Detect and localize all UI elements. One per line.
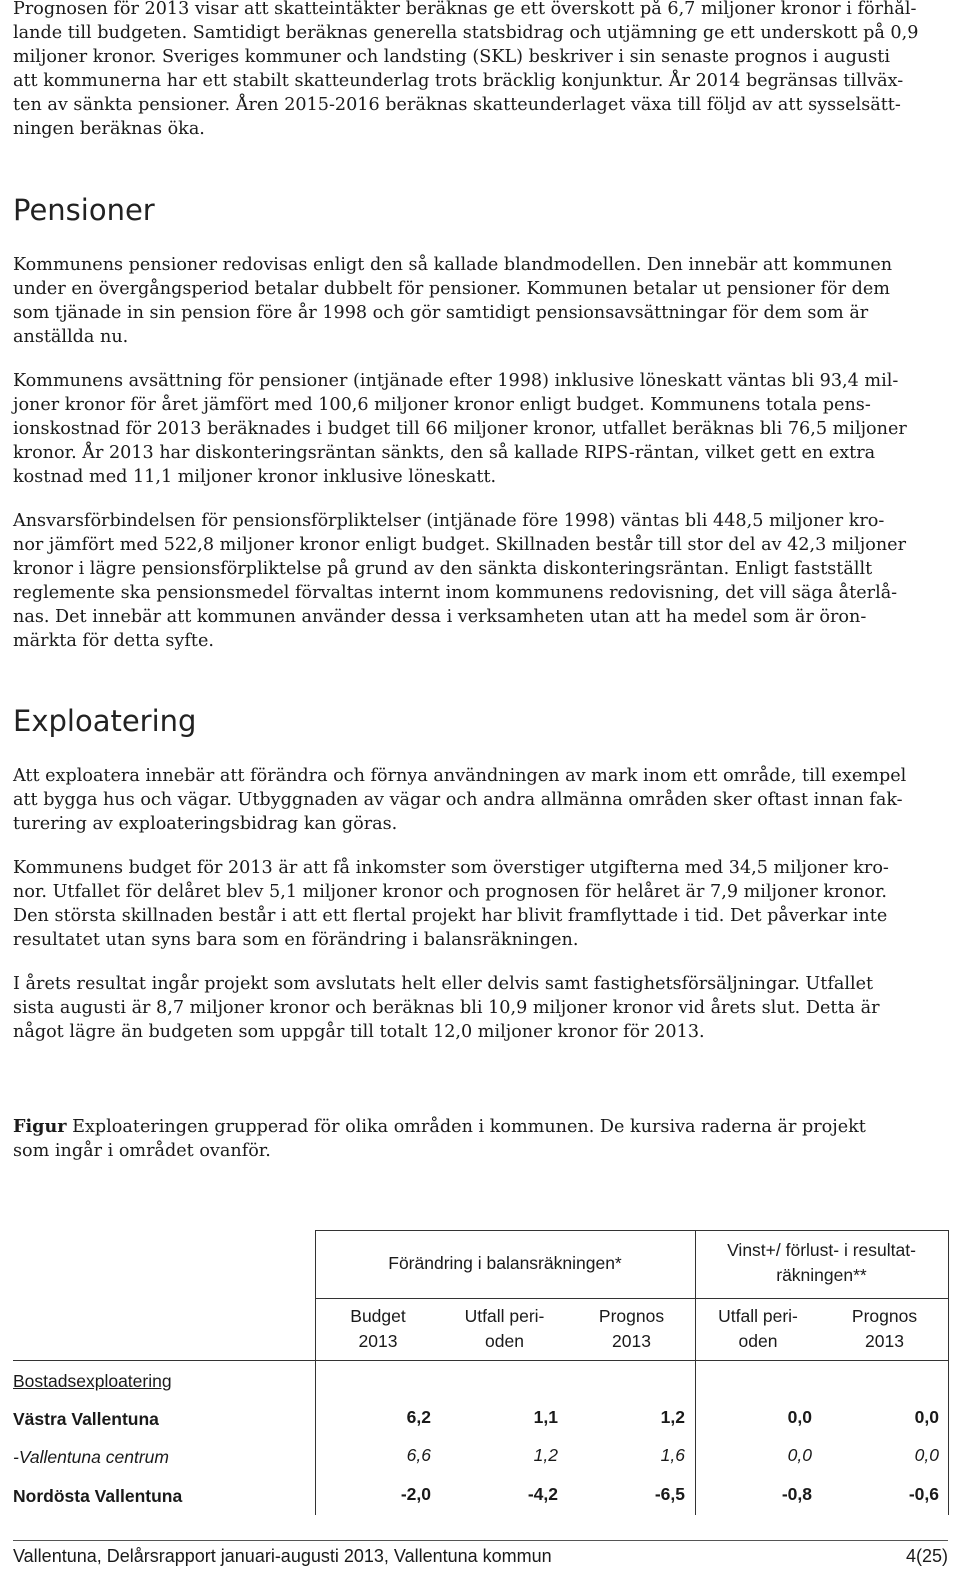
col-header-line: oden (485, 1331, 524, 1351)
table-row-label: Västra Vallentuna (13, 1409, 159, 1429)
table-cell: 6,2 (406, 1407, 431, 1427)
text-line: anställda nu. (13, 327, 129, 347)
figure-caption-line (13, 1115, 866, 1139)
figure-label: Figur (13, 1116, 67, 1137)
footer-divider (13, 1540, 948, 1541)
text-line: Kommunens pensioner redovisas enligt den så kallade blandmodellen. Den innebär att kommunen (13, 255, 893, 275)
text-line: Ansvarsförbindelsen för pensionsförpliktelser (intjänade före 1998) väntas bli 448,5 miljoner kro- (13, 511, 885, 531)
table-cell: 0,0 (787, 1445, 812, 1465)
col-header-prognos-result (821, 1304, 948, 1354)
table-row-label: -Vallentuna centrum (13, 1447, 169, 1467)
text-line: miljoner kronor. Sveriges kommuner och landsting (SKL) beskriver i sin senaste prognos i augusti (13, 47, 890, 67)
text-line: Kommunens budget för 2013 är att få inkomster som överstiger utgifterna med 34,5 miljoner kro- (13, 858, 889, 878)
exploatering-table (13, 1230, 948, 1515)
table-cell: 1,2 (533, 1445, 558, 1465)
col-header-line: Utfall peri- (718, 1306, 798, 1326)
table-cell: -4,2 (527, 1484, 558, 1504)
text-line: nor. Utfallet för delåret blev 5,1 miljoner kronor och prognosen för helåret är 7,9 miljoner kronor. (13, 882, 888, 902)
figure-caption-text: Exploateringen grupperad för olika områden i kommunen. De kursiva raderna är projekt (66, 1117, 866, 1137)
table-border-top (315, 1230, 948, 1231)
figure-caption-line: som ingår i området ovanför. (13, 1141, 271, 1161)
text-line: som tjänade in sin pension före år 1998 och gör samtidigt pensionsavsättningar för dem som är (13, 303, 869, 323)
section-label: Bostadsexploatering (13, 1371, 172, 1391)
col-header-line: Prognos (851, 1306, 918, 1326)
col-header-line: 2013 (358, 1331, 398, 1351)
text-line: ten av sänkta pensioner. Åren 2015-2016 beräknas skatteunderlaget växa till följd av att sysselsätt- (13, 95, 901, 115)
text-line: Prognosen för 2013 visar att skatteintäkter beräknas ge ett överskott på 6,7 miljoner kronor i förhål- (13, 0, 917, 19)
table-cell: -2,0 (400, 1484, 431, 1504)
text-line: kronor. År 2013 har diskonteringsräntan sänkts, den så kallade RIPS-räntan, vilket gett en extra (13, 443, 876, 463)
text-line: nas. Det innebär att kommunen använder dessa i verksamheten utan att ha medel som är öron- (13, 607, 867, 627)
group-header-result (695, 1238, 948, 1288)
col-header-line: 2013 (865, 1331, 904, 1351)
table-cell: 0,0 (914, 1445, 939, 1465)
pensioner-paragraph-1 (13, 253, 892, 349)
text-line: I årets resultat ingår projekt som avslutats helt eller delvis samt fastighetsförsäljningar. Utfallet (13, 974, 874, 994)
text-line: kronor i lägre pensionsförpliktelse på grund av den sänkta diskonteringsräntan. Enligt fastställt (13, 559, 873, 579)
table-cell: -6,5 (654, 1484, 685, 1504)
figure-caption (13, 1115, 866, 1163)
exploatering-paragraph-1 (13, 764, 906, 836)
text-line: märkta för detta syfte. (13, 631, 214, 651)
text-line: Kommunens avsättning för pensioner (intjänade efter 1998) inklusive löneskatt väntas bli 93,4 mil- (13, 371, 899, 391)
text-line: turering av exploateringsbidrag kan göras. (13, 814, 398, 834)
col-header-line: Utfall peri- (464, 1306, 545, 1326)
section-heading-pensioner: Pensioner (13, 193, 155, 227)
table-colhead-divider (13, 1360, 948, 1361)
table-row-label: Nordösta Vallentuna (13, 1486, 183, 1506)
text-line: Att exploatera innebär att förändra och förnya användningen av mark inom ett område, till exempel (13, 766, 907, 786)
table-header-divider (315, 1298, 948, 1299)
col-header-line: Budget (350, 1306, 406, 1326)
col-header-budget (315, 1304, 441, 1354)
pensioner-paragraph-2 (13, 369, 907, 489)
table-cell: -0,8 (781, 1484, 812, 1504)
group-header-result-line: Vinst+/ förlust- i resultat- (727, 1240, 916, 1260)
table-cell: 1,2 (660, 1407, 685, 1427)
table-cell: 6,6 (406, 1445, 431, 1465)
pensioner-paragraph-3 (13, 509, 906, 653)
text-line: ningen beräknas öka. (13, 119, 205, 139)
table-cell: 0,0 (914, 1407, 939, 1427)
table-cell: -0,6 (908, 1484, 939, 1504)
group-header-result-line: räkningen** (776, 1265, 867, 1285)
col-header-utfall-result (695, 1304, 821, 1354)
text-line: reglemente ska pensionsmedel förvaltas internt inom kommunens redovisning, det vill säga återlå- (13, 583, 898, 603)
text-line: att bygga hus och vägar. Utbyggnaden av vägar och andra allmänna områden sker oftast innan fak- (13, 790, 903, 810)
text-line: något lägre än budgeten som uppgår till totalt 12,0 miljoner kronor för 2013. (13, 1022, 705, 1042)
text-line: sista augusti är 8,7 miljoner kronor och beräknas bli 10,9 miljoner kronor vid årets slut. Detta är (13, 998, 880, 1018)
intro-paragraph (13, 0, 918, 141)
text-line: resultatet utan syns bara som en förändring i balansräkningen. (13, 930, 579, 950)
col-header-prognos (568, 1304, 695, 1354)
col-header-utfall (441, 1304, 568, 1354)
text-line: nor jämfört med 522,8 miljoner kronor enligt budget. Skillnaden består till stor del av 42,3 miljoner (13, 535, 907, 555)
table-cell: 1,6 (660, 1445, 685, 1465)
exploatering-paragraph-3 (13, 972, 880, 1044)
page-number: 4(25) (905, 1546, 948, 1566)
text-line: ionskostnad för 2013 beräknades i budget till 66 miljoner kronor, utfallet beräknas bli 76,5 miljoner (13, 419, 907, 439)
footer-document-title: Vallentuna, Delårsrapport januari-augusti 2013, Vallentuna kommun (13, 1546, 552, 1566)
col-header-line: 2013 (612, 1331, 651, 1351)
table-cell: 0,0 (787, 1407, 812, 1427)
table-cell: 1,1 (533, 1407, 558, 1427)
col-header-line: oden (738, 1331, 778, 1351)
text-line: joner kronor för året jämfört med 100,6 miljoner kronor enligt budget. Kommunens totala pens- (13, 395, 871, 415)
table-border-right (948, 1230, 949, 1515)
text-line: under en övergångsperiod betalar dubbelt för pensioner. Kommunen betalar ut pensioner för dem (13, 279, 890, 299)
col-header-line: Prognos (598, 1306, 665, 1326)
text-line: att kommunerna har ett stabilt skatteunderlag trots bräcklig konjunktur. År 2014 begränsas tillväx- (13, 71, 904, 91)
text-line: lande till budgeten. Samtidigt beräknas generella statsbidrag och utjämning ge ett underskott på 0,9 (13, 23, 919, 43)
section-heading-exploatering: Exploatering (13, 704, 197, 738)
text-line: kostnad med 11,1 miljoner kronor inklusive löneskatt. (13, 467, 497, 487)
group-header-balance: Förändring i balansräkningen* (388, 1253, 622, 1273)
exploatering-paragraph-2 (13, 856, 889, 952)
text-line: Den största skillnaden består i att ett flertal projekt har blivit framflyttade i tid. Det påverkar inte (13, 906, 888, 926)
